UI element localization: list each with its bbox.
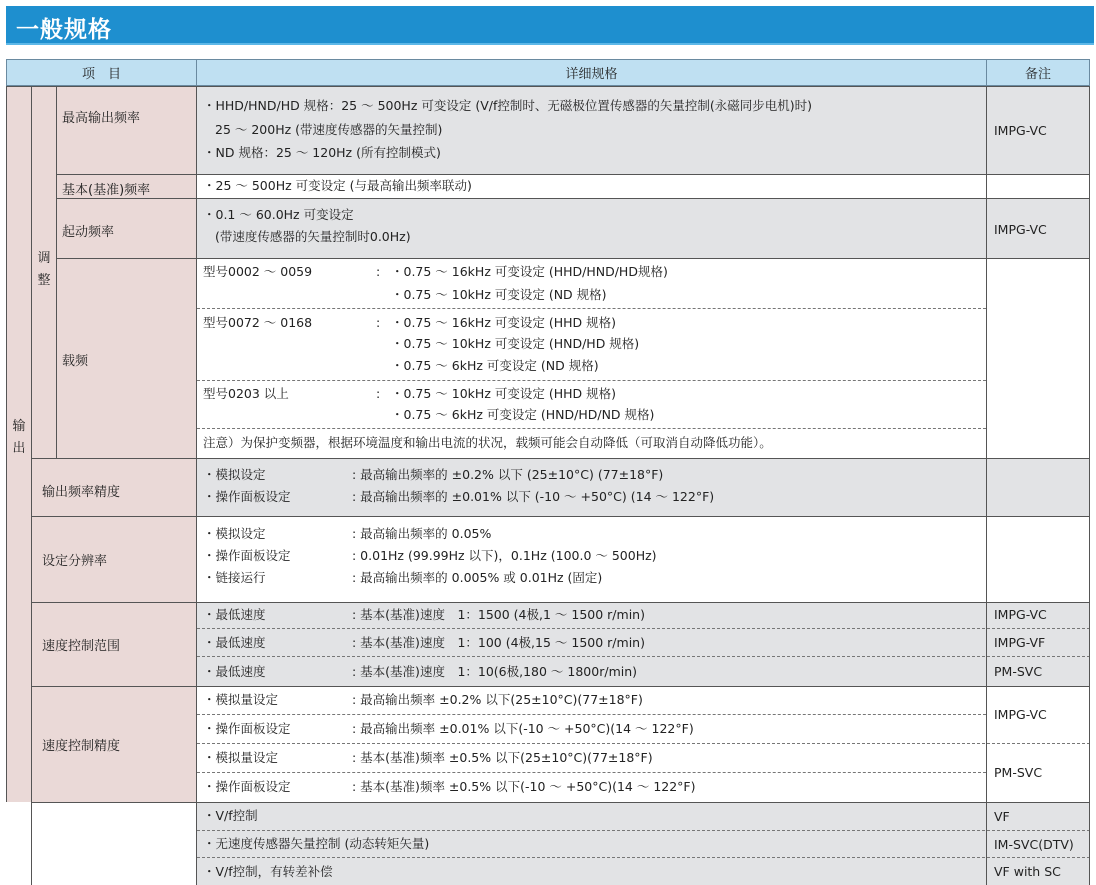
- accuracy-l2a: ・操作面板设定: [203, 489, 291, 504]
- carrier-g3-line-2: ・0.75 ～ 6kHz 可变设定 (HND/HD/ND 规格): [391, 407, 655, 422]
- header-item: [6, 59, 197, 86]
- header-note: [986, 59, 1090, 86]
- row-resolution-label: 设定分辨率: [42, 554, 108, 569]
- grid-v-5: [1089, 86, 1090, 885]
- carrier-g1-line-2: ・0.75 ～ 10kHz 可变设定 (ND 规格): [391, 287, 607, 302]
- row-accuracy-note-cell: [987, 458, 1090, 516]
- row-startfreq-label: 起动频率: [62, 225, 115, 240]
- row-maxfreq-label-cell: [56, 86, 196, 174]
- control-r3: ・V/f控制，有转差补偿: [203, 864, 333, 879]
- grid-h-2: [56, 198, 1090, 199]
- startfreq-line-2: (带速度传感器的矢量控制时0.0Hz): [215, 229, 411, 244]
- grid-h-5: [31, 516, 1090, 517]
- carrier-g2-sep: :: [376, 315, 381, 330]
- resolution-l2a: ・操作面板设定: [203, 548, 291, 563]
- grid-h-1: [56, 174, 1090, 175]
- speedacc-divider-1: [197, 714, 986, 715]
- speedacc-r3b: : 基本(基准)频率 ±0.5% 以下(25±10°C)(77±18°F): [352, 750, 653, 765]
- speedrange-r1b: : 基本(基准)速度 1：1500 (4极,1 ～ 1500 r/min): [352, 607, 645, 622]
- grid-h-6: [31, 602, 1090, 603]
- side-output-text: 输出: [12, 419, 26, 456]
- startfreq-note: IMPG-VC: [994, 222, 1047, 237]
- header-note-label: 备注: [1024, 67, 1051, 82]
- grid-v-1: [31, 86, 32, 885]
- accuracy-l1b: : 最高输出频率的 ±0.2% 以下 (25±10°C) (77±18°F): [352, 467, 664, 482]
- speedrange-r1n: IMPG-VC: [994, 607, 1047, 622]
- speedrange-r3n: PM-SVC: [994, 664, 1043, 679]
- carrier-g1-line-1: ・0.75 ～ 16kHz 可变设定 (HHD/HND/HD规格): [391, 264, 668, 279]
- carrier-divider-3: [197, 428, 986, 429]
- accuracy-l1a: ・模拟设定: [203, 467, 266, 482]
- speedrange-r1a: ・最低速度: [203, 607, 266, 622]
- resolution-l3a: ・链接运行: [203, 570, 266, 585]
- carrier-g3-model: 型号0203 以上: [203, 386, 289, 401]
- speedacc-r2a: ・操作面板设定: [203, 721, 291, 736]
- speedacc-r4a: ・操作面板设定: [203, 779, 291, 794]
- side-adjust-label: [34, 248, 54, 292]
- speedrange-r3a: ・最低速度: [203, 664, 266, 679]
- carrier-notice: 注意）为保护变频器，根据环境温度和输出电流的状况，载频可能会自动降低（可取消自动降低功能）。: [203, 435, 772, 450]
- carrier-g2-model: 型号0072 ～ 0168: [203, 315, 313, 330]
- grid-h-header: [6, 86, 1090, 87]
- carrier-g1-model: 型号0002 ～ 0059: [203, 264, 313, 279]
- grid-v-2: [56, 86, 57, 458]
- grid-h-4: [31, 458, 1090, 459]
- carrier-g3-sep: :: [376, 386, 381, 401]
- speedrange-r2a: ・最低速度: [203, 635, 266, 650]
- grid-v-0: [6, 86, 7, 802]
- carrier-g3-line-1: ・0.75 ～ 10kHz 可变设定 (HHD 规格): [391, 386, 616, 401]
- resolution-l3b: : 最高输出频率的 0.005% 或 0.01Hz (固定): [352, 570, 603, 585]
- control-n1: VF: [994, 809, 1010, 824]
- speedacc-n2: PM-SVC: [994, 765, 1043, 780]
- speedacc-r1a: ・模拟量设定: [203, 692, 279, 707]
- page-title: 一般规格: [16, 17, 112, 43]
- resolution-l2b: : 0.01Hz (99.99Hz 以下)，0.1Hz (100.0 ～ 500Hz): [352, 548, 657, 563]
- grid-h-7: [31, 686, 1090, 687]
- speedrange-r3b: : 基本(基准)速度 1：10(6极,180 ～ 1800r/min): [352, 664, 638, 679]
- row-accuracy-label: 输出频率精度: [42, 485, 121, 500]
- row-control-label-cell: [31, 802, 196, 885]
- title-gap: [6, 45, 1094, 48]
- title-bar: [6, 6, 1094, 48]
- speedrange-divider-2: [197, 656, 1090, 657]
- speedrange-divider-1: [197, 628, 1090, 629]
- speedacc-divider-3: [197, 772, 986, 773]
- control-n2: IM-SVC(DTV): [994, 837, 1074, 852]
- speedacc-divider-2: [197, 743, 1090, 744]
- grid-v-4: [986, 86, 987, 885]
- carrier-divider-2: [197, 380, 986, 381]
- speedrange-r2n: IMPG-VF: [994, 635, 1046, 650]
- startfreq-line-1: ・0.1 ～ 60.0Hz 可变设定: [203, 207, 354, 222]
- control-divider-1: [197, 830, 1090, 831]
- speedacc-n1: IMPG-VC: [994, 707, 1047, 722]
- maxfreq-line-3: ・ND 规格：25 ～ 120Hz (所有控制模式): [203, 145, 441, 160]
- grid-h-8: [31, 802, 1090, 803]
- maxfreq-note: IMPG-VC: [994, 123, 1047, 138]
- side-output-label: [9, 416, 29, 460]
- side-adjust-text: 调整: [37, 251, 51, 288]
- row-carrier-label: 载频: [62, 354, 89, 369]
- carrier-g2-line-3: ・0.75 ～ 6kHz 可变设定 (ND 规格): [391, 358, 599, 373]
- row-speedacc-label: 速度控制精度: [42, 739, 121, 754]
- carrier-g2-line-2: ・0.75 ～ 10kHz 可变设定 (HND/HD 规格): [391, 336, 640, 351]
- header-detail-label: 详细规格: [565, 67, 618, 82]
- basefreq-line: ・25 ～ 500Hz 可变设定 (与最高输出频率联动): [203, 178, 472, 193]
- speedacc-r3a: ・模拟量设定: [203, 750, 279, 765]
- maxfreq-line-1: ・HHD/HND/HD 规格：25 ～ 500Hz 可变设定 (V/f控制时、无磁极位置传感器的矢量控制(永磁同步电机)时): [203, 98, 813, 113]
- row-maxfreq-label: 最高输出频率: [62, 111, 141, 126]
- row-speedrange-label: 速度控制范围: [42, 639, 121, 654]
- control-divider-2: [197, 857, 1090, 858]
- accuracy-l2b: : 最高输出频率的 ±0.01% 以下 (-10 ～ +50°C) (14 ～ 122°F): [352, 489, 715, 504]
- header-item-label: 项 目: [81, 67, 121, 82]
- header-detail: [196, 59, 987, 86]
- grid-h-3: [56, 258, 1090, 259]
- resolution-l1b: : 最高输出频率的 0.05%: [352, 526, 492, 541]
- control-r2: ・无速度传感器矢量控制 (动态转矩矢量): [203, 836, 430, 851]
- control-r1: ・V/f控制: [203, 808, 258, 823]
- carrier-g1-sep: :: [376, 264, 381, 279]
- speedrange-r2b: : 基本(基准)速度 1：100 (4极,15 ～ 1500 r/min): [352, 635, 645, 650]
- carrier-g2-line-1: ・0.75 ～ 16kHz 可变设定 (HHD 规格): [391, 315, 616, 330]
- grid-v-3: [196, 86, 197, 885]
- carrier-divider-1: [197, 308, 986, 309]
- row-basefreq-label: 基本(基准)频率: [62, 183, 151, 198]
- maxfreq-line-2: 25 ～ 200Hz (带速度传感器的矢量控制): [215, 122, 443, 137]
- speedacc-r1b: : 最高输出频率 ±0.2% 以下(25±10°C)(77±18°F): [352, 692, 643, 707]
- speedacc-r2b: : 最高输出频率 ±0.01% 以下(-10 ～ +50°C)(14 ～ 122°F): [352, 721, 694, 736]
- speedacc-r4b: : 基本(基准)频率 ±0.5% 以下(-10 ～ +50°C)(14 ～ 122°F): [352, 779, 696, 794]
- control-n3: VF with SC: [994, 864, 1061, 879]
- resolution-l1a: ・模拟设定: [203, 526, 266, 541]
